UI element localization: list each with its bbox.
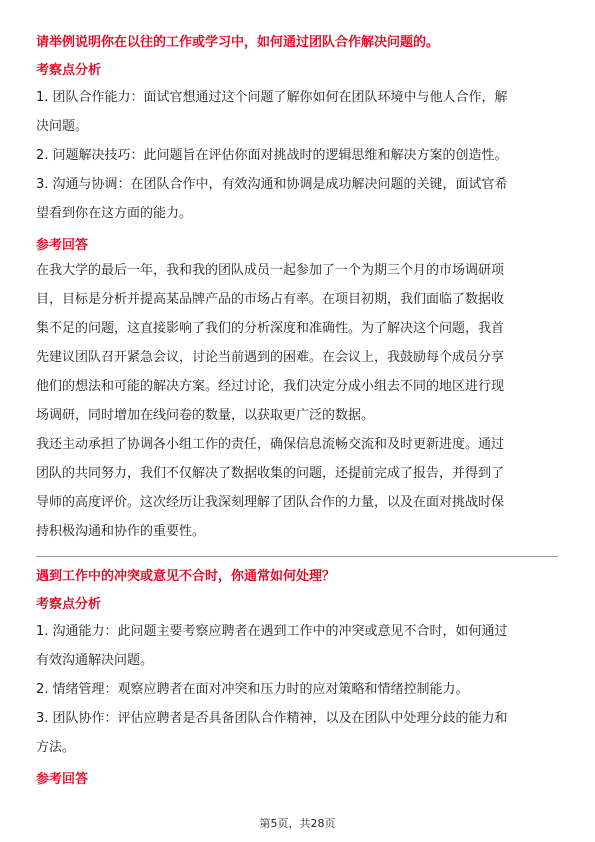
analysis-line: 3. 团队协作：评估应聘者是否具备团队合作精神，以及在团队中处理分歧的能力和 [36, 711, 508, 726]
answer-line: 他们的想法和可能的解决方案。经过讨论，我们决定分成小组去不同的地区进行现 [36, 379, 505, 394]
question-2-analysis [36, 617, 558, 762]
answer-line: 导师的高度评价。这次经历让我深刻理解了团队合作的力量，以及在面对挑战时保 [36, 495, 505, 510]
question-2 [36, 567, 558, 790]
question-1-title: 请举例说明你在以往的工作或学习中，如何通过团队合作解决问题的。 [36, 35, 440, 50]
analysis-line: 1. 沟通能力：此问题主要考察应聘者在遇到工作中的冲突或意见不合时，如何通过 [36, 624, 508, 639]
answer-line: 团队的共同努力，我们不仅解决了数据收集的问题，还提前完成了报告，并得到了 [36, 466, 505, 481]
answer-line: 场调研，同时增加在线问卷的数量，以获取更广泛的数据。 [36, 408, 375, 423]
question-1-answer-heading: 参考回答 [36, 238, 89, 253]
analysis-line: 望看到你在这方面的能力。 [36, 206, 193, 221]
analysis-line: 2. 情绪管理：观察应聘者在面对冲突和压力时的应对策略和情绪控制能力。 [36, 682, 469, 697]
question-1 [36, 33, 558, 546]
answer-line: 目，目标是分析并提高某品牌产品的市场占有率。在项目初期，我们面临了数据收 [36, 292, 505, 307]
question-2-analysis-heading: 考察点分析 [36, 597, 102, 612]
analysis-line: 方法。 [36, 740, 76, 755]
page-number: 第5页，共28页 [259, 817, 336, 830]
answer-line: 持积极沟通和协作的重要性。 [36, 524, 206, 539]
question-1-analysis [36, 83, 558, 228]
question-1-analysis-heading: 考察点分析 [36, 63, 102, 78]
analysis-line: 决问题。 [36, 119, 89, 134]
answer-line: 在我大学的最后一年，我和我的团队成员一起参加了一个为期三个月的市场调研项 [36, 263, 505, 278]
question-2-answer-heading: 参考回答 [36, 772, 89, 787]
analysis-line: 1. 团队合作能力：面试官想通过这个问题了解你如何在团队环境中与他人合作，解 [36, 90, 508, 105]
question-2-title: 遇到工作中的冲突或意见不合时，你通常如何处理？ [36, 569, 336, 584]
question-1-answer [36, 256, 558, 546]
answer-line: 我还主动承担了协调各小组工作的责任，确保信息流畅交流和及时更新进度。通过 [36, 437, 505, 452]
analysis-line: 3. 沟通与协调：在团队合作中，有效沟通和协调是成功解决问题的关键，面试官希 [36, 177, 508, 192]
answer-line: 集不足的问题，这直接影响了我们的分析深度和准确性。为了解决这个问题，我首 [36, 321, 505, 336]
section-divider [36, 556, 558, 557]
analysis-line: 2. 问题解决技巧：此问题旨在评估你面对挑战时的逻辑思维和解决方案的创造性。 [36, 148, 508, 163]
answer-line: 先建议团队召开紧急会议，讨论当前遇到的困难。在会议上，我鼓励每个成员分享 [36, 350, 505, 365]
analysis-line: 有效沟通解决问题。 [36, 653, 154, 668]
